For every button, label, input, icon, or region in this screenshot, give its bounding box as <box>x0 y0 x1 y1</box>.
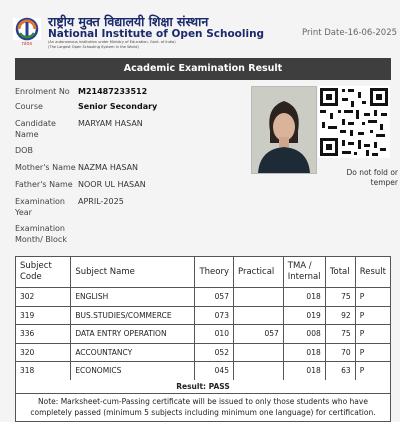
enrolment-value: M21487233512 <box>78 87 148 96</box>
total-marks: 70 <box>325 343 355 362</box>
theory-marks: 045 <box>195 362 234 381</box>
header-theory: Theory <box>195 257 234 288</box>
header-subject-code: Subject Code <box>16 257 71 288</box>
marks-table-header <box>16 257 391 288</box>
certificate-note: Note: Marksheet-cum-Passing certificate will be issued to only those students who have completely passed (minimum 5 subjects including minimum one language) for certification. <box>15 394 391 422</box>
course-value: Senior Secondary <box>78 102 158 111</box>
total-marks: 92 <box>325 306 355 325</box>
theory-marks: 010 <box>195 325 234 344</box>
svg-text:nios: nios <box>21 41 33 46</box>
header-tma-internal: TMA / Internal <box>283 257 325 288</box>
subject-name: BUS.STUDIES/COMMERCE <box>71 306 195 325</box>
institute-tagline: (An autonomous institution under Ministry of Education, Govt. of India) <box>48 40 176 44</box>
subject-code: 302 <box>16 288 71 307</box>
internal-marks: 018 <box>283 343 325 362</box>
dob-label: DOB <box>15 146 33 155</box>
subject-result: P <box>355 325 390 344</box>
subject-name: DATA ENTRY OPERATION <box>71 325 195 344</box>
table-row <box>16 325 391 344</box>
subject-code: 320 <box>16 343 71 362</box>
page-title: Academic Examination Result <box>15 58 391 80</box>
table-row <box>16 288 391 307</box>
practical-marks <box>233 362 283 381</box>
institute-name-hindi: राष्ट्रीय मुक्त विद्यालयी शिक्षा संस्थान <box>48 14 209 29</box>
practical-marks: 057 <box>233 325 283 344</box>
internal-marks: 008 <box>283 325 325 344</box>
candidate-name-label: Candidate Name <box>15 119 56 139</box>
theory-marks: 057 <box>195 288 234 307</box>
subject-code: 318 <box>16 362 71 381</box>
header-result: Result <box>355 257 390 288</box>
enrolment-label: Enrolment No <box>15 87 70 96</box>
practical-marks <box>233 343 283 362</box>
total-marks: 75 <box>325 325 355 344</box>
internal-marks: 018 <box>283 288 325 307</box>
course-label: Course <box>15 102 43 111</box>
candidate-name-value: MARYAM HASAN <box>78 119 143 128</box>
exam-block-label: Examination Month/ Block <box>15 224 67 244</box>
table-row <box>16 306 391 325</box>
subject-code: 319 <box>16 306 71 325</box>
theory-marks: 073 <box>195 306 234 325</box>
subject-result: P <box>355 343 390 362</box>
exam-year-label: Examination Year <box>15 197 66 217</box>
header-practical: Practical <box>233 257 283 288</box>
total-marks: 75 <box>325 288 355 307</box>
total-marks: 63 <box>325 362 355 381</box>
subject-code: 336 <box>16 325 71 344</box>
table-row <box>16 343 391 362</box>
header <box>0 0 400 54</box>
institute-tagline-2: (The Largest Open Schooling System in the World) <box>48 45 139 49</box>
father-name-value: NOOR UL HASAN <box>78 180 146 189</box>
internal-marks: 019 <box>283 306 325 325</box>
subject-result: P <box>355 288 390 307</box>
print-date: Print Date-16-06-2025 <box>302 28 398 38</box>
exam-year-value: APRIL-2025 <box>78 197 124 206</box>
practical-marks <box>233 306 283 325</box>
mother-name-value: NAZMA HASAN <box>78 163 139 172</box>
qr-code <box>318 86 390 158</box>
practical-marks <box>233 288 283 307</box>
candidate-photo <box>251 86 317 174</box>
theory-marks: 052 <box>195 343 234 362</box>
marks-table <box>15 256 391 381</box>
table-row <box>16 362 391 381</box>
subject-name: ECONOMICS <box>71 362 195 381</box>
nios-logo-icon <box>10 16 44 46</box>
subject-name: ENGLISH <box>71 288 195 307</box>
subject-result: P <box>355 362 390 381</box>
mother-name-label: Mother's Name <box>15 163 76 172</box>
subject-name: ACCOUNTANCY <box>71 343 195 362</box>
overall-result: Result: PASS <box>15 380 391 394</box>
internal-marks: 018 <box>283 362 325 381</box>
subject-result: P <box>355 306 390 325</box>
header-subject-name: Subject Name <box>71 257 195 288</box>
header-total: Total <box>325 257 355 288</box>
father-name-label: Father's Name <box>15 180 73 189</box>
institute-name-english: National Institute of Open Schooling <box>48 28 265 40</box>
fold-warning: Do not fold or temper <box>346 168 398 187</box>
